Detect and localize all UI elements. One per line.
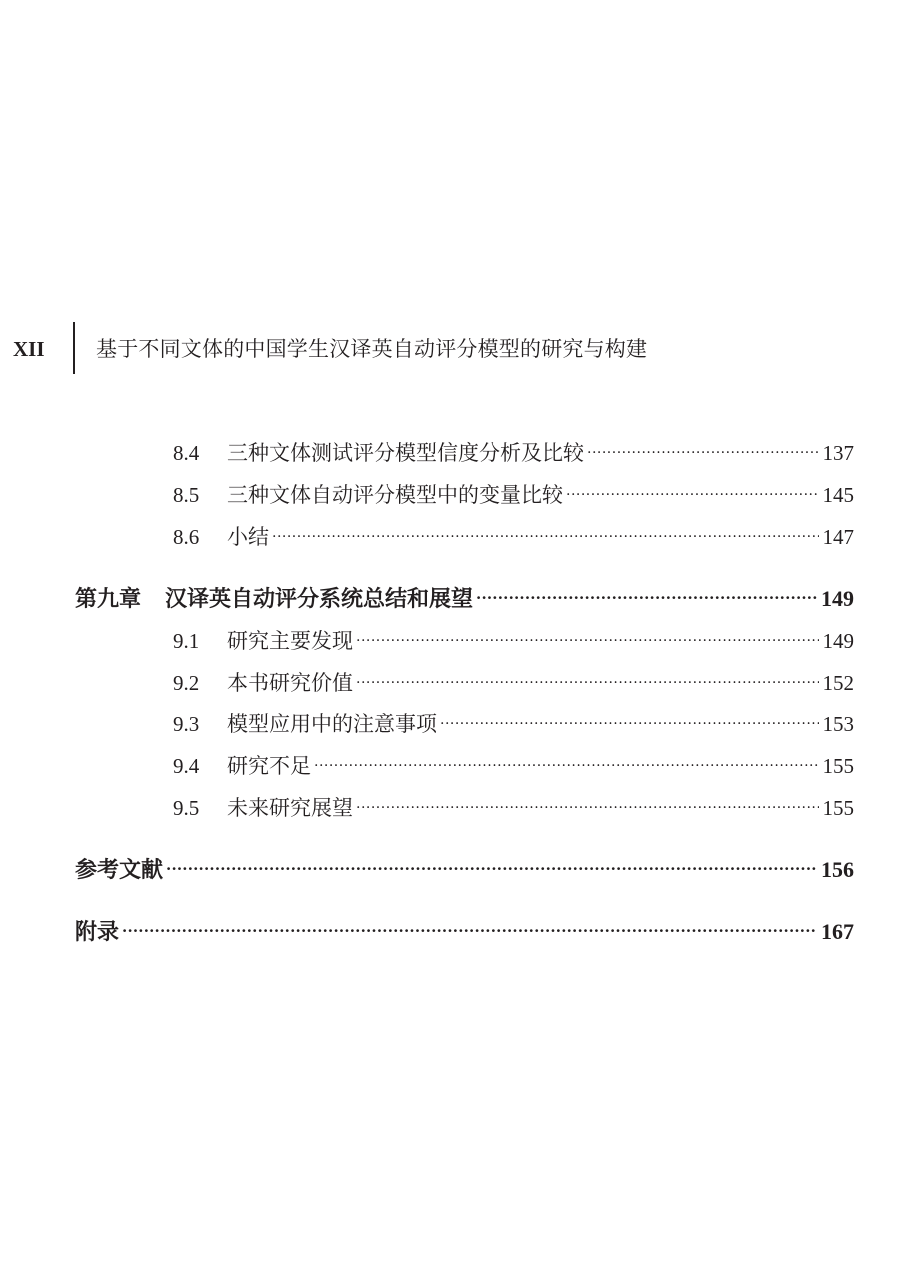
toc-chapter-label: 第九章 <box>75 586 142 612</box>
toc-entry-page: 153 <box>822 712 854 736</box>
toc-entry-9-3 <box>173 701 854 736</box>
page-folio: XII <box>13 337 45 361</box>
running-head <box>0 320 900 376</box>
dot-leader <box>356 660 819 690</box>
dot-leader <box>122 909 817 939</box>
book-title: 基于不同文体的中国学生汉译英自动评分模型的研究与构建 <box>96 337 648 361</box>
dot-leader <box>272 514 819 544</box>
dot-leader <box>314 743 819 773</box>
toc-entry-title: 三种文体自动评分模型中的变量比较 <box>227 483 563 507</box>
toc-entry-8-6 <box>173 514 854 549</box>
toc-entry-page: 145 <box>822 483 854 507</box>
dot-leader <box>166 847 817 877</box>
toc-entry-title: 三种文体测试评分模型信度分析及比较 <box>227 441 584 465</box>
toc-appendix-title: 附录 <box>75 919 120 945</box>
toc-entry-page: 147 <box>822 525 854 549</box>
toc-entry-8-4 <box>173 430 854 465</box>
toc-entry-title: 模型应用中的注意事项 <box>227 712 437 736</box>
dot-leader <box>587 430 819 460</box>
toc-entry-9-2 <box>173 660 854 695</box>
toc-entry-number: 9.3 <box>173 712 200 736</box>
toc-chapter-title: 汉译英自动评分系统总结和展望 <box>165 586 474 612</box>
toc-chapter-9 <box>75 576 854 612</box>
toc-appendix <box>75 909 854 945</box>
toc-entry-page: 137 <box>822 441 854 465</box>
toc-entry-number: 8.4 <box>173 441 200 465</box>
dot-leader <box>356 785 819 815</box>
toc-entry-number: 8.6 <box>173 525 200 549</box>
toc-entry-title: 研究主要发现 <box>227 629 353 653</box>
toc-entry-title: 研究不足 <box>227 754 311 778</box>
toc-entry-8-5 <box>173 472 854 507</box>
toc-entry-title: 未来研究展望 <box>227 796 353 820</box>
toc-references <box>75 847 854 883</box>
header-divider <box>73 322 75 374</box>
toc-appendix-page: 167 <box>821 919 854 944</box>
toc-entry-title: 小结 <box>227 525 269 549</box>
toc-entry-page: 149 <box>822 629 854 653</box>
toc-entry-page: 155 <box>822 796 854 820</box>
toc-entry-number: 9.4 <box>173 754 200 778</box>
toc-entry-9-4 <box>173 743 854 778</box>
dot-leader <box>566 472 819 502</box>
toc-entry-number: 9.5 <box>173 796 200 820</box>
toc-entry-number: 9.1 <box>173 629 200 653</box>
toc-entry-9-1 <box>173 618 854 653</box>
toc-entry-number: 8.5 <box>173 483 200 507</box>
dot-leader <box>440 701 819 731</box>
toc-entry-title: 本书研究价值 <box>227 671 353 695</box>
toc-entry-number: 9.2 <box>173 671 200 695</box>
dot-leader <box>356 618 819 648</box>
toc-references-page: 156 <box>821 857 854 882</box>
toc-entry-9-5 <box>173 785 854 820</box>
toc-chapter-page: 149 <box>821 586 854 611</box>
dot-leader <box>476 576 817 606</box>
toc-references-title: 参考文献 <box>75 857 164 883</box>
toc-entry-page: 152 <box>822 671 854 695</box>
toc-entry-page: 155 <box>822 754 854 778</box>
